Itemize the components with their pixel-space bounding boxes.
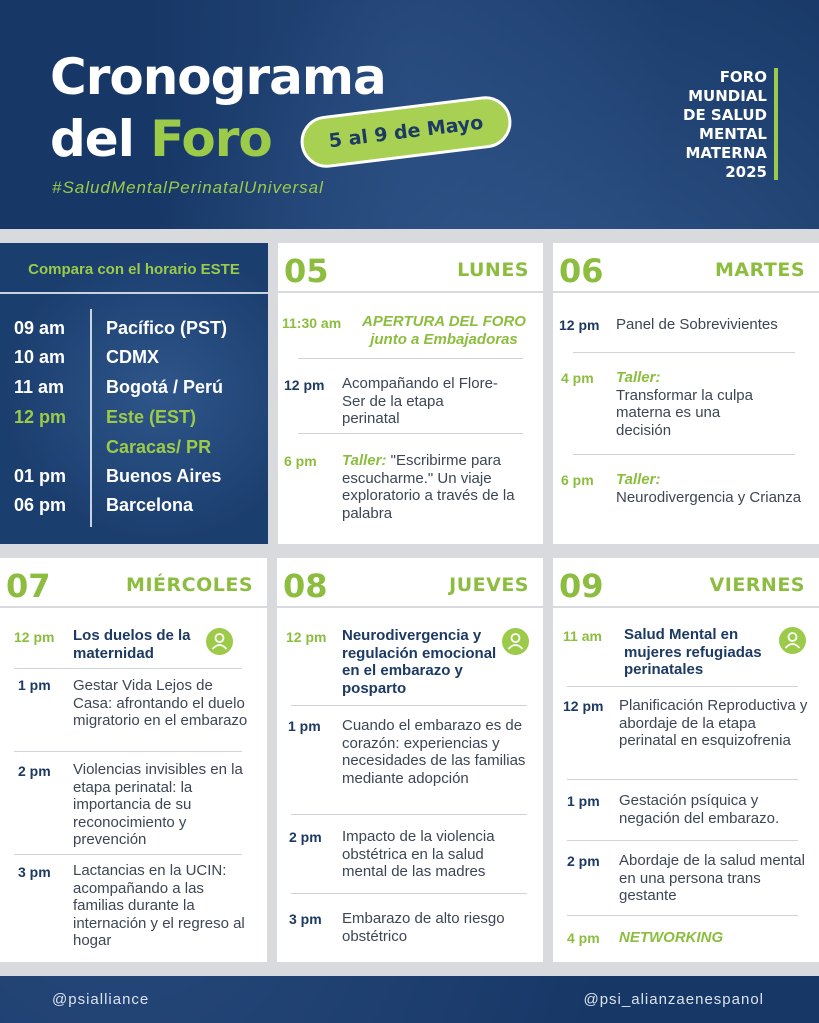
timezone-time: 01 pm — [14, 466, 67, 486]
day-card-08 — [277, 558, 543, 962]
event-separator — [573, 352, 795, 353]
event-separator — [14, 668, 242, 669]
event-time: 12 pm — [563, 698, 604, 714]
timezone-time: 06 pm — [14, 495, 67, 515]
event-time: 6 pm — [284, 453, 317, 469]
day-name: MARTES — [714, 259, 805, 281]
event-title-highlight: NETWORKING — [619, 929, 724, 946]
event-title: Violencias invisibles en la etapa perinatal: la importancia de su reconocimiento y prevención — [73, 761, 243, 848]
day-header — [277, 558, 543, 608]
page-title-line1: Cronograma — [50, 48, 386, 106]
event-separator — [573, 454, 795, 455]
event-time: 11 am — [563, 628, 602, 644]
event-time: 12 pm — [284, 377, 325, 393]
forum-accent-bar — [774, 68, 778, 180]
day-name: MIÉRCOLES — [126, 574, 253, 596]
event-title: Los duelos de la maternidad — [73, 627, 191, 662]
divider — [0, 962, 819, 976]
speaker-icon — [502, 628, 529, 655]
forum-name-line: FORO — [719, 68, 767, 86]
day-number: 05 — [284, 252, 329, 290]
day-card-09 — [553, 558, 819, 962]
event-text: Transformar la culpa materna es una decisión — [616, 386, 753, 439]
event-time: 2 pm — [18, 763, 51, 779]
event-separator — [291, 893, 527, 894]
event-separator — [567, 840, 798, 841]
timezone-column-divider — [90, 309, 92, 527]
event-title: Neurodivergencia y regulación emocional en el embarazo y posparto — [342, 627, 497, 697]
day-card-06 — [553, 243, 819, 544]
event-title: Embarazo de alto riesgo obstétrico — [342, 910, 505, 945]
event-time: 3 pm — [289, 911, 322, 927]
day-header — [278, 243, 543, 293]
event-title — [616, 471, 811, 506]
date-range-badge: 5 al 9 de Mayo — [298, 93, 515, 170]
event-time: 12 pm — [286, 629, 327, 645]
event-title — [616, 369, 766, 439]
forum-name-line: MATERNA — [685, 144, 767, 162]
event-time: 11:30 am — [282, 315, 342, 331]
divider — [267, 558, 277, 962]
day-header — [553, 243, 819, 293]
day-name: LUNES — [457, 259, 529, 281]
event-title: Abordaje de la salud mental en una persona trans gestante — [619, 852, 805, 904]
event-separator — [291, 705, 527, 706]
event-tag: Taller: — [616, 471, 661, 488]
day-card-07 — [0, 558, 267, 962]
event-time: 1 pm — [288, 718, 321, 734]
hashtag: #SaludMentalPerinatalUniversal — [52, 178, 324, 197]
forum-name-line: 2025 — [725, 163, 767, 181]
day-header — [553, 558, 819, 608]
event-separator — [291, 814, 527, 815]
divider — [268, 243, 278, 544]
timezone-zone-highlight: Caracas/ PR — [106, 437, 212, 457]
day-name: VIERNES — [709, 574, 805, 596]
day-number: 06 — [559, 252, 604, 290]
day-card-05 — [278, 243, 543, 544]
event-time: 4 pm — [561, 370, 594, 386]
forum-name-line: DE SALUD — [683, 106, 767, 124]
timezone-time: 11 am — [14, 377, 65, 397]
event-title: Impacto de la violencia obstétrica en la salud mental de las madres — [342, 828, 495, 880]
divider — [543, 243, 553, 544]
event-title: Gestar Vida Lejos de Casa: afrontando el duelo migratorio en el embarazo — [73, 677, 248, 729]
event-time: 1 pm — [567, 793, 600, 809]
speaker-icon — [206, 628, 233, 655]
event-time: 1 pm — [18, 677, 51, 693]
event-separator — [567, 779, 798, 780]
page-title-line2 — [50, 110, 272, 168]
timezone-time-highlight: 12 pm — [14, 407, 67, 427]
event-separator — [298, 433, 523, 434]
speaker-icon — [779, 627, 806, 654]
timezone-zone-highlight: Este (EST) — [106, 407, 197, 427]
event-title: Cuando el embarazo es de corazón: experiencias y necesidades de las familias mediante adopción — [342, 717, 526, 787]
divider — [0, 544, 819, 558]
day-number: 09 — [559, 567, 604, 605]
timezone-zone: Buenos Aires — [106, 466, 222, 486]
event-title: Lactancias en la UCIN: acompañando a las familias durante la internación y el regreso al hogar — [73, 862, 245, 949]
event-title: Gestación psíquica y negación del embarazo. — [619, 792, 780, 827]
forum-name-line: MENTAL — [699, 125, 767, 143]
day-number: 07 — [6, 567, 51, 605]
forum-name-line: MUNDIAL — [688, 87, 767, 105]
divider — [0, 229, 819, 243]
day-number: 08 — [283, 567, 328, 605]
day-name: JUEVES — [449, 574, 529, 596]
event-title: Panel de Sobrevivientes — [616, 316, 778, 333]
event-title: Salud Mental en mujeres refugiadas perinatales — [624, 626, 762, 678]
day-header — [0, 558, 267, 608]
event-title: Acompañando el Flore-Ser de la etapa perinatal — [342, 375, 498, 427]
event-tag: Taller: — [616, 369, 661, 386]
event-time: 6 pm — [561, 472, 594, 488]
event-separator — [298, 358, 523, 359]
event-separator — [567, 915, 798, 916]
event-title: Planificación Reproductiva y abordaje de la etapa perinatal en esquizofrenia — [619, 697, 808, 749]
timezone-divider — [0, 292, 268, 294]
timezone-zone: CDMX — [106, 347, 159, 367]
timezone-zone: Bogotá / Perú — [106, 377, 224, 397]
timezone-time: 09 am — [14, 318, 66, 338]
timezone-comparison — [0, 243, 268, 544]
timezone-time: 10 am — [14, 347, 66, 367]
event-time: 2 pm — [567, 853, 600, 869]
event-separator — [567, 686, 798, 687]
event-tag: Taller: — [342, 452, 387, 469]
event-time: 2 pm — [289, 829, 322, 845]
event-time: 4 pm — [567, 930, 600, 946]
forum-name — [647, 68, 767, 182]
event-separator — [14, 854, 242, 855]
event-text: "Escribirme para escucharme." Un viaje exploratorio a través de la palabra — [342, 452, 515, 522]
timezone-zone: Pacífico (PST) — [106, 318, 228, 338]
event-separator — [14, 751, 242, 752]
social-handle-left: @psialliance — [52, 991, 150, 1008]
divider — [543, 558, 553, 962]
event-time: 12 pm — [559, 317, 600, 333]
event-title-highlight: APERTURA DEL FORO junto a Embajadoras — [362, 313, 526, 348]
event-time: 3 pm — [18, 864, 51, 880]
timezone-title: Compara con el horario ESTE — [28, 261, 240, 278]
event-time: 12 pm — [14, 629, 55, 645]
title-accent: Foro — [150, 110, 272, 168]
title-prefix: del — [50, 110, 151, 168]
event-text: Neurodivergencia y Crianza — [616, 488, 802, 506]
social-handle-right: @psi_alianzaenespanol — [583, 991, 764, 1008]
timezone-zone: Barcelona — [106, 495, 194, 515]
event-title — [342, 452, 532, 522]
header — [0, 0, 819, 230]
